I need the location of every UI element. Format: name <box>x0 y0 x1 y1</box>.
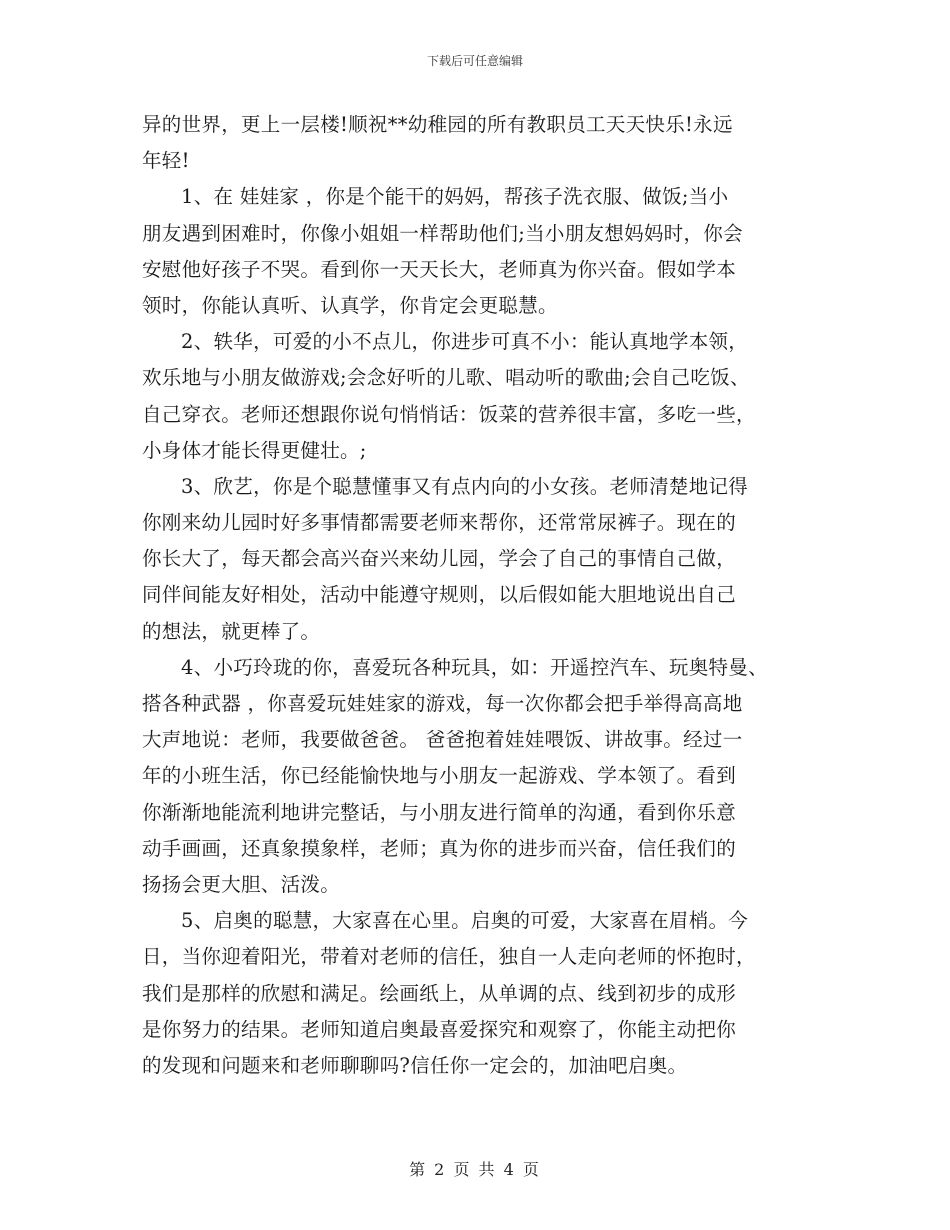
text-line: 年轻! <box>142 149 190 173</box>
text-line: 异的世界，更上一层楼!顺祝**幼稚园的所有教职员工天天快乐!永远 <box>142 113 733 136</box>
text-line: 动手画画，还真象摸象样，老师；真为你的进步而兴奋，信任我们的 <box>142 836 737 860</box>
text-line: 日，当你迎着阳光，带着对老师的信任，独自一人走向老师的怀抱时， <box>142 945 756 969</box>
text-line: 你长大了，每天都会高兴奋兴来幼儿园，学会了自己的事情自己做， <box>142 547 737 571</box>
text-line: 你刚来幼儿园时好多事情都需要老师来帮你，还常常尿裤子。现在的 <box>142 511 737 535</box>
text-line: 2、轶华，可爱的小不点儿，你进步可真不小：能认真地学本领， <box>181 330 749 354</box>
text-line: 朋友遇到困难时，你像小姐姐一样帮助他们;当小朋友想妈妈时，你会 <box>142 221 743 245</box>
text-line: 3、欣艺，你是个聪慧懂事又有点内向的小女孩。老师清楚地记得 <box>181 474 749 498</box>
text-line: 年的小班生活，你已经能愉快地与小朋友一起游戏、学本领了。看到 <box>142 764 737 788</box>
text-line: 4、小巧玲珑的你，喜爱玩各种玩具，如：开遥控汽车、玩奥特曼、 <box>181 655 768 679</box>
text-line: 扬扬会更大胆、活泼。 <box>142 872 341 896</box>
text-line: 5、启奥的聪慧，大家喜在心里。启奥的可爱，大家喜在眉梢。今 <box>181 909 749 933</box>
text-line: 1、在 娃娃家 ，你是个能干的妈妈，帮孩子洗衣服、做饭;当小 <box>181 185 729 209</box>
text-line: 的发现和问题来和老师聊聊吗?信任你一定会的，加油吧启奥。 <box>142 1053 688 1077</box>
text-line: 同伴间能友好相处，活动中能遵守规则，以后假如能大胆地说出自己 <box>142 583 737 607</box>
text-line: 安慰他好孩子不哭。看到你一天天长大，老师真为你兴奋。假如学本 <box>142 257 737 281</box>
text-line: 搭各种武器 ，你喜爱玩娃娃家的游戏，每一次你都会把手举得高高地 <box>142 692 743 715</box>
text-line: 是你努力的结果。老师知道启奥最喜爱探究和观察了，你能主动把你 <box>142 1017 737 1041</box>
text-line: 领时，你能认真听、认真学，你肯定会更聪慧。 <box>142 293 558 317</box>
page-footer: 第 2 页 共 4 页 <box>409 1160 541 1179</box>
document-body <box>142 107 832 1084</box>
text-line: 我们是那样的欣慰和满足。绘画纸上，从单调的点、线到初步的成形 <box>142 981 737 1005</box>
text-line: 的想法，就更棒了。 <box>142 619 321 643</box>
text-line: 你渐渐地能流利地讲完整话，与小朋友进行简单的沟通，看到你乐意 <box>142 800 737 824</box>
page-header: 下载后可任意编辑 <box>426 54 523 68</box>
text-line: 大声地说：老师，我要做爸爸。 爸爸抱着娃娃喂饭、讲故事。经过一 <box>142 728 743 752</box>
text-line: 欢乐地与小朋友做游戏;会念好听的儿歌、唱动听的歌曲;会自己吃饭、 <box>142 366 750 390</box>
text-line: 自己穿衣。老师还想跟你说句悄悄话：饭菜的营养很丰富，多吃一些， <box>142 402 756 426</box>
text-line: 小身体才能长得更健壮。; <box>142 438 367 462</box>
